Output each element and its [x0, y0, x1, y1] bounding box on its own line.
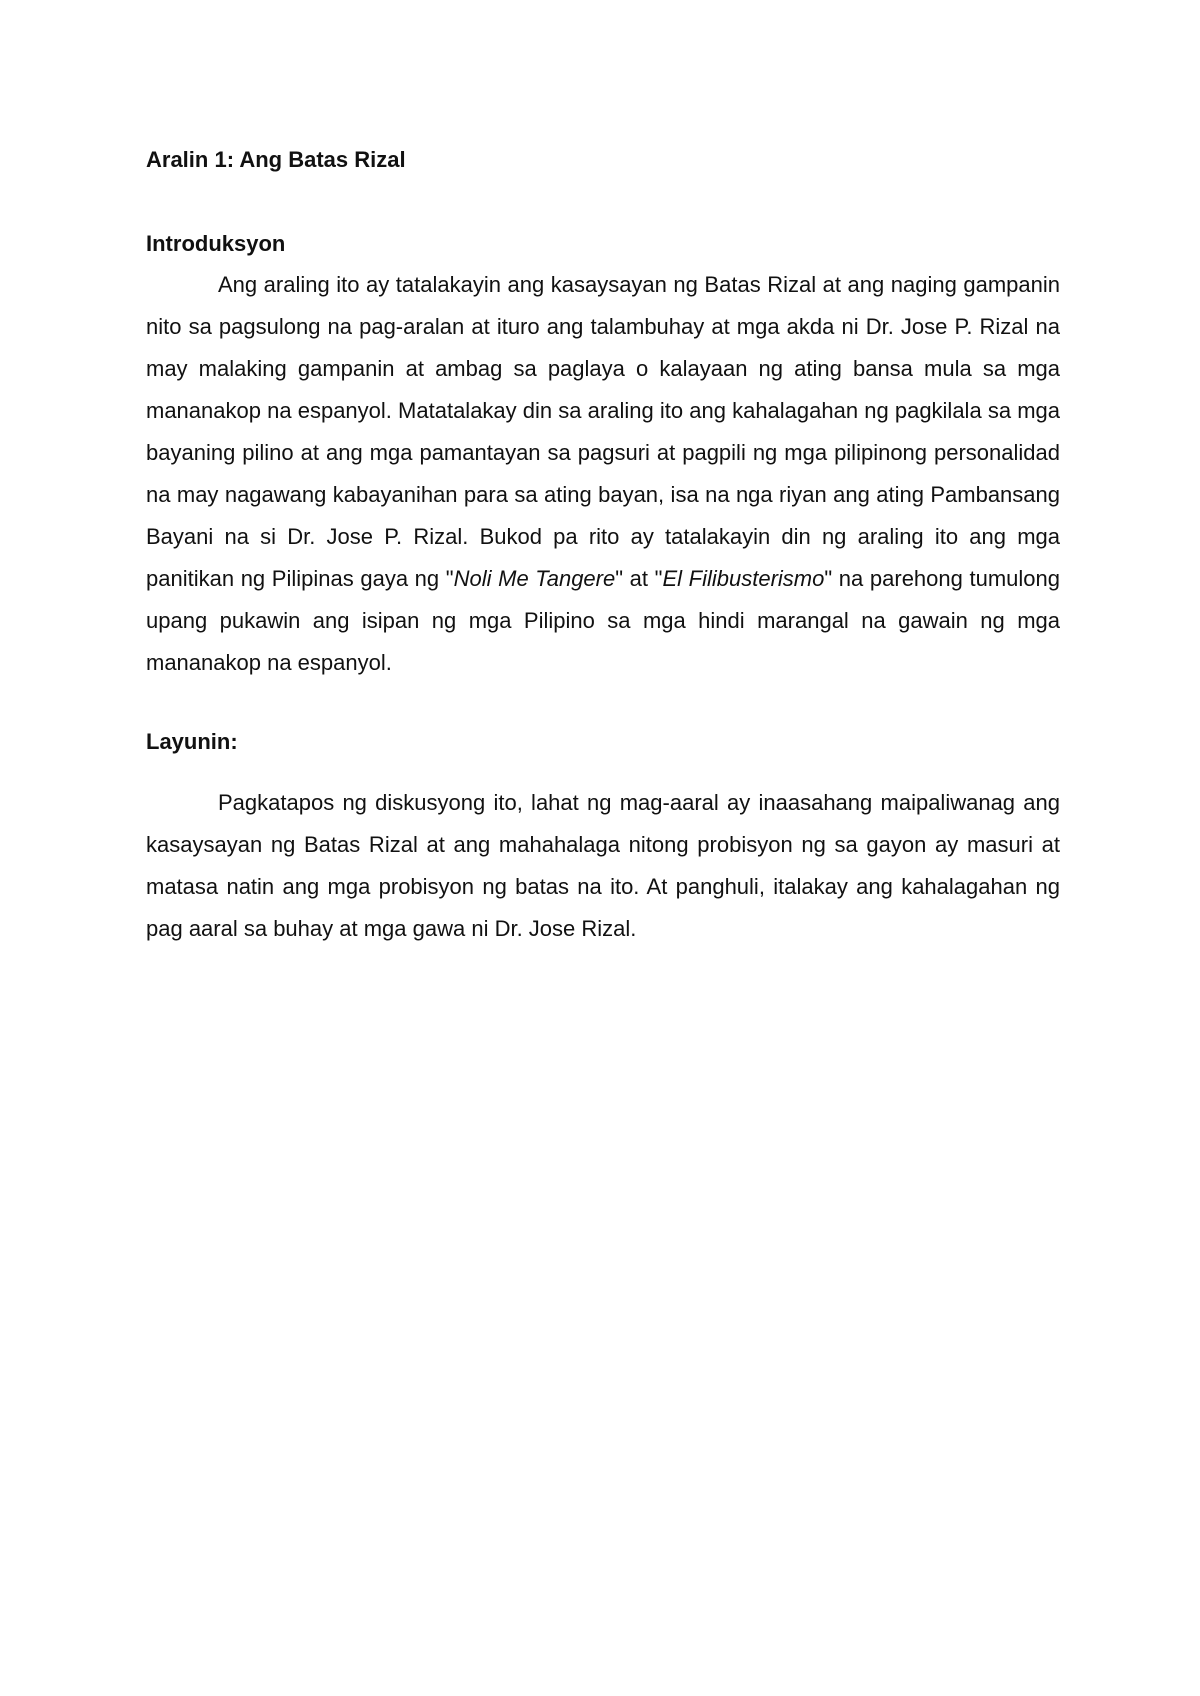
introduction-text-3: " na parehong tumulong upang pukawin ang isipan ng mga Pilipino sa mga hindi marangal na gawain ng mga mananakop na espanyol.: [146, 566, 1060, 675]
introduction-text-1: Ang araling ito ay tatalakayin ang kasaysayan ng Batas Rizal at ang naging gampanin nito sa pagsulong na pag-aralan at ituro ang talambuhay at mga akda ni Dr. Jose P. Rizal na may malaking gampanin at ambag sa paglaya o kalayaan ng ating bansa mula sa mga mananakop na espanyol. Matatalakay din sa araling ito ang kahalagahan ng pagkilala sa mga bayaning pilino at ang mga pamantayan sa pagsuri at pagpili ng mga pilipinong personalidad na may nagawang kabayanihan para sa ating bayan, isa na nga riyan ang ating Pambansang Bayani na si Dr. Jose P. Rizal. Bukod pa rito ay tatalakayin din ng araling ito ang mga panitikan ng Pilipinas gaya ng ": [146, 272, 1060, 591]
objectives-heading: Layunin:: [146, 729, 238, 754]
objectives-paragraph: Pagkatapos ng diskusyong ito, lahat ng mag-aaral ay inaasahang maipaliwanag ang kasaysayan ng Batas Rizal at ang mahahalaga nitong probisyon ng sa gayon ay masuri at matasa natin ang mga probisyon ng batas na ito. At panghuli, italakay ang kahalagahan ng pag aaral sa buhay at mga gawa ni Dr. Jose Rizal.: [146, 790, 1060, 941]
lesson-title: Aralin 1: Ang Batas Rizal: [146, 147, 406, 172]
work-title-fili: El Filibusterismo: [662, 566, 825, 591]
document-body: [146, 140, 1060, 950]
introduction-paragraph: [146, 264, 1060, 684]
work-title-noli: Noli Me Tangere: [453, 566, 616, 591]
introduction-heading: Introduksyon: [146, 231, 286, 256]
introduction-text-2: " at ": [615, 566, 663, 591]
